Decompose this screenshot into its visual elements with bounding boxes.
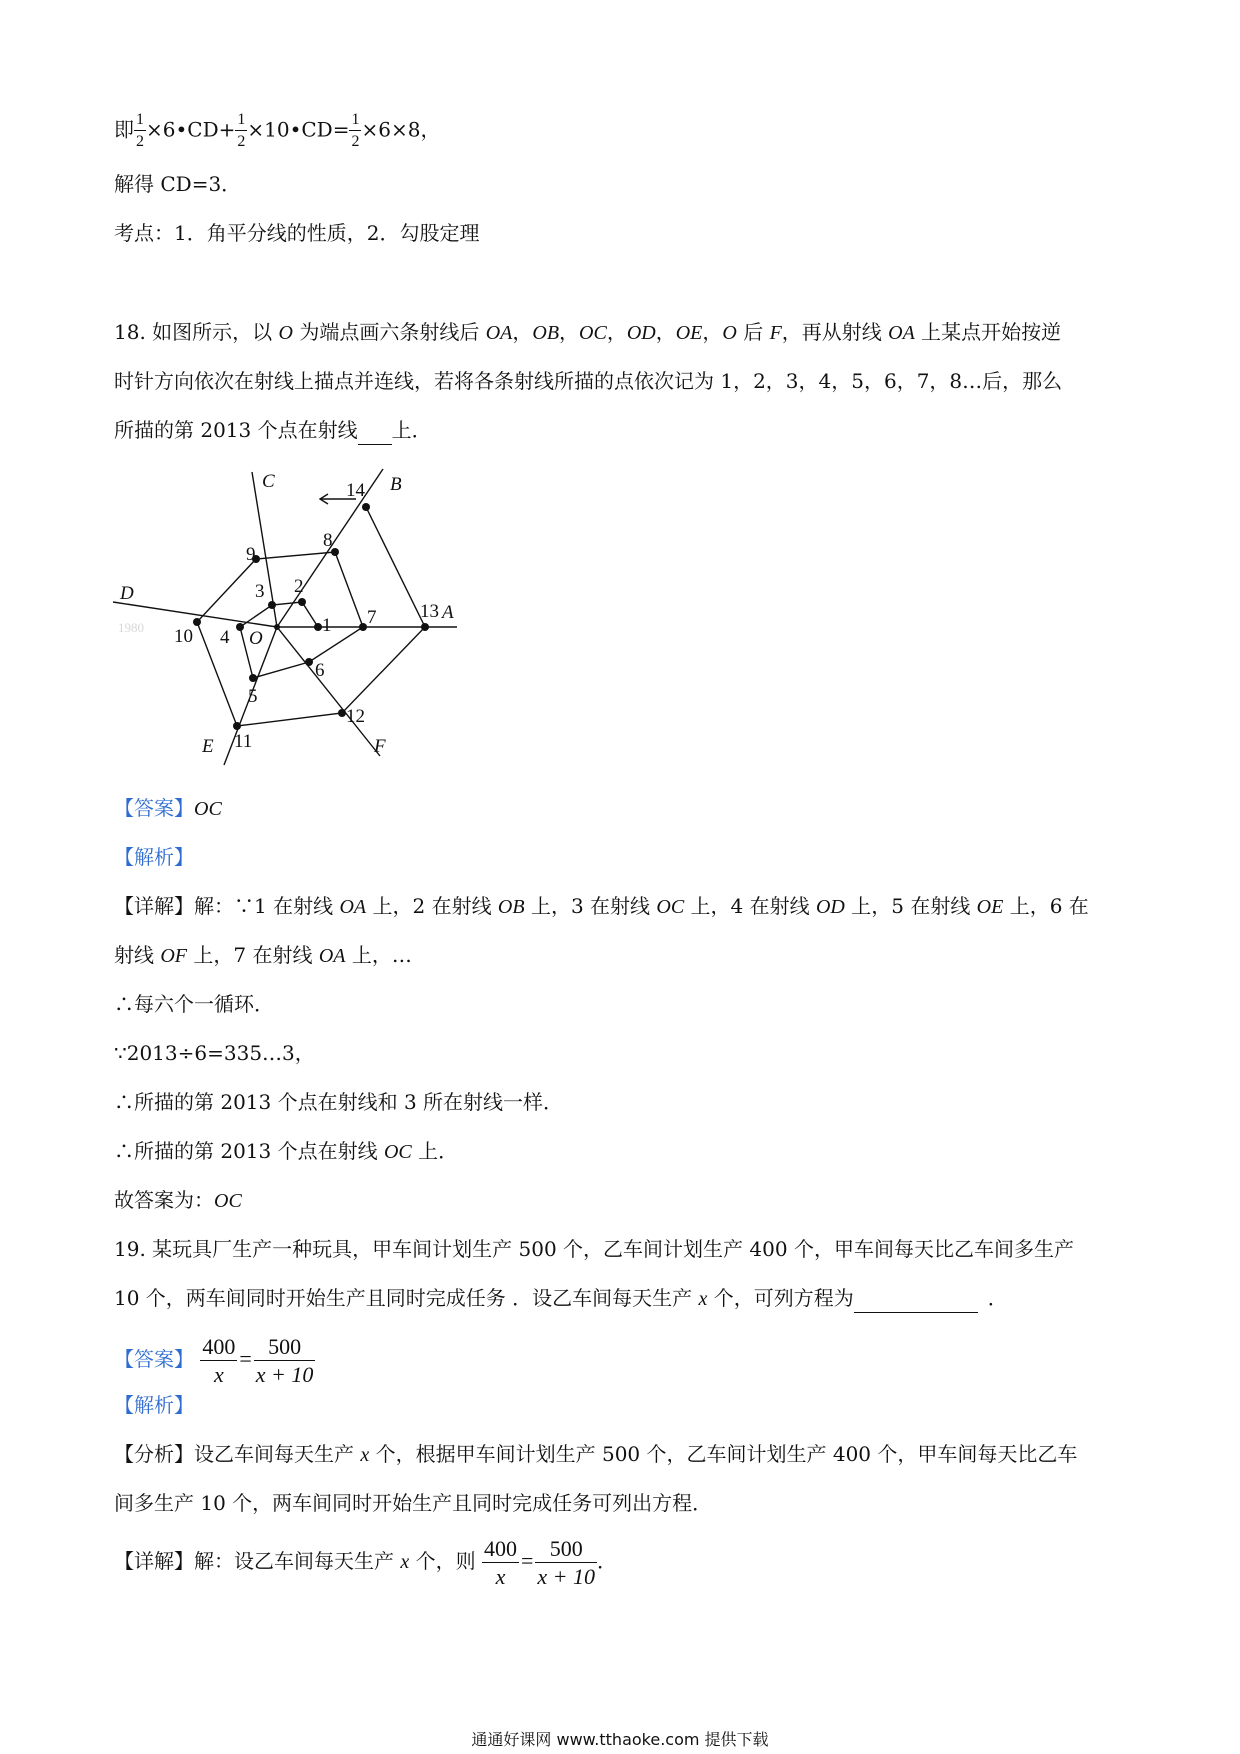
- q18-detail-line-5: ∴所描的第 2013 个点在射线和 3 所在射线一样．: [114, 1090, 564, 1114]
- label-d: D: [120, 583, 134, 604]
- num-4: 4: [220, 627, 230, 648]
- num-1: 1: [322, 615, 332, 636]
- point-12: [338, 709, 346, 717]
- point-4: [236, 623, 244, 631]
- fraction-400-x: $\frac{400}{x}$: [483, 1535, 517, 1589]
- q19-analysis-line-1: 【分析】设乙车间每天生产 x 个，根据甲车间计划生产 500 个，乙车间计划生产 400 个，甲车间每天比乙车: [114, 1442, 1078, 1466]
- num-7: 7: [367, 607, 377, 628]
- spiral-path: [197, 507, 425, 726]
- answer-blank: [358, 416, 392, 445]
- equation-term-2: ×10•CD=: [247, 117, 350, 142]
- fraction-500-x10: $\frac{500}{x + 10}$: [255, 1333, 314, 1387]
- watermark: 1980: [118, 620, 144, 635]
- point-11: [233, 722, 241, 730]
- q18-answer: [114, 794, 222, 823]
- q18-detail-line-2: 射线 OF 上，7 在射线 OA 上，…: [114, 943, 412, 967]
- fraction-500-x10: $\frac{500}{x + 10}$: [537, 1535, 596, 1589]
- num-10: 10: [174, 626, 193, 647]
- point-7: [359, 623, 367, 631]
- q19-analysis-line-2: 间多生产 10 个，两车间同时开始生产且同时完成任务可列出方程．: [114, 1491, 713, 1515]
- num-3: 3: [255, 581, 265, 602]
- footer: 通通好课网 www.tthaoke.com 提供下载: [471, 1730, 769, 1749]
- label-c: C: [262, 471, 275, 492]
- point-13: [421, 623, 429, 631]
- point-10: [193, 618, 201, 626]
- q18-detail-line-3: ∴每六个一循环．: [114, 992, 274, 1016]
- q19-line-1: 19. 某玩具厂生产一种玩具，甲车间计划生产 500 个，乙车间计划生产 400 个，甲车间每天比乙车间多生产: [114, 1237, 1074, 1261]
- q19-line-2: 10 个，两车间同时开始生产且同时完成任务 ．设乙车间每天生产 x 个，可列方程为 ．: [114, 1284, 1008, 1313]
- q18-detail-line-7: 故答案为：OC: [114, 1188, 242, 1212]
- rays-diagram: [110, 462, 470, 772]
- point-14: [362, 503, 370, 511]
- num-6: 6: [315, 660, 325, 681]
- q18-detail-line-4: ∵2013÷6=335…3，: [114, 1041, 315, 1065]
- fraction-half: $\frac{1}{2}$: [351, 111, 360, 150]
- label-f: F: [374, 736, 386, 757]
- q19-answer: 【答案】 $\frac{400}{x}$ = $\frac{500}{x + 10}$: [114, 1333, 314, 1387]
- equation-term-3: ×6×8，: [361, 117, 441, 142]
- q19-detail-line: 【详解】解：设乙车间每天生产 x 个，则 $\frac{400}{x}$ = $\frac{500}{x + 10}$ ．: [114, 1535, 618, 1589]
- key-points-line: 考点：1．角平分线的性质，2．勾股定理: [114, 221, 480, 245]
- fraction-half: $\frac{1}{2}$: [136, 111, 144, 150]
- num-8: 8: [323, 530, 333, 551]
- point-6: [305, 658, 313, 666]
- num-5: 5: [248, 686, 258, 707]
- q18-detail-line-6: ∴所描的第 2013 个点在射线 OC 上．: [114, 1139, 459, 1163]
- answer-tag: 【答案】: [114, 796, 194, 820]
- label-o: O: [249, 628, 263, 649]
- equation-term-1: ×6•CD+: [146, 117, 236, 142]
- q18-line-1: 18. 如图所示，以 O 为端点画六条射线后 OA，OB，OC，OD，OE，O 后 F，再从射线 OA 上某点开始按逆: [114, 320, 1062, 344]
- label-e: E: [202, 736, 214, 757]
- ray-of: [277, 627, 380, 756]
- q18-detail-line-1: 【详解】解：∵1 在射线 OA 上，2 在射线 OB 上，3 在射线 OC 上，4 在射线 OD 上，5 在射线 OE 上，6 在: [114, 894, 1089, 918]
- q18-line-2: 时针方向依次在射线上描点并连线，若将各条射线所描的点依次记为 1，2，3，4，5，6，7，8…后，那么: [114, 369, 1063, 393]
- point-2: [298, 598, 306, 606]
- q19-analysis-tag: 【解析】: [114, 1393, 194, 1417]
- fraction-400-x: $\frac{400}{x}$: [202, 1333, 236, 1387]
- num-9: 9: [246, 544, 256, 565]
- point-3: [268, 601, 276, 609]
- label-b: B: [390, 474, 402, 495]
- solve-line: 解得 CD=3．: [114, 172, 242, 196]
- num-14: 14: [346, 480, 365, 501]
- answer-blank: [854, 1284, 978, 1313]
- origin-point: [274, 624, 280, 630]
- num-2: 2: [294, 576, 304, 597]
- label-a: A: [442, 602, 454, 623]
- fraction-half: $\frac{1}{2}$: [237, 111, 246, 150]
- point-1: [314, 623, 322, 631]
- answer-tag: 【答案】: [114, 1347, 194, 1371]
- q18-line-3: 所描的第 2013 个点在射线 上．: [114, 416, 432, 445]
- num-11: 11: [234, 731, 253, 752]
- num-13: 13: [420, 601, 439, 622]
- equation-line: [114, 112, 440, 150]
- point-5: [249, 674, 257, 682]
- answer-value: OC: [194, 798, 222, 820]
- num-12: 12: [346, 706, 365, 727]
- q18-analysis-tag: 【解析】: [114, 845, 194, 869]
- equation-prefix: 即: [114, 117, 134, 142]
